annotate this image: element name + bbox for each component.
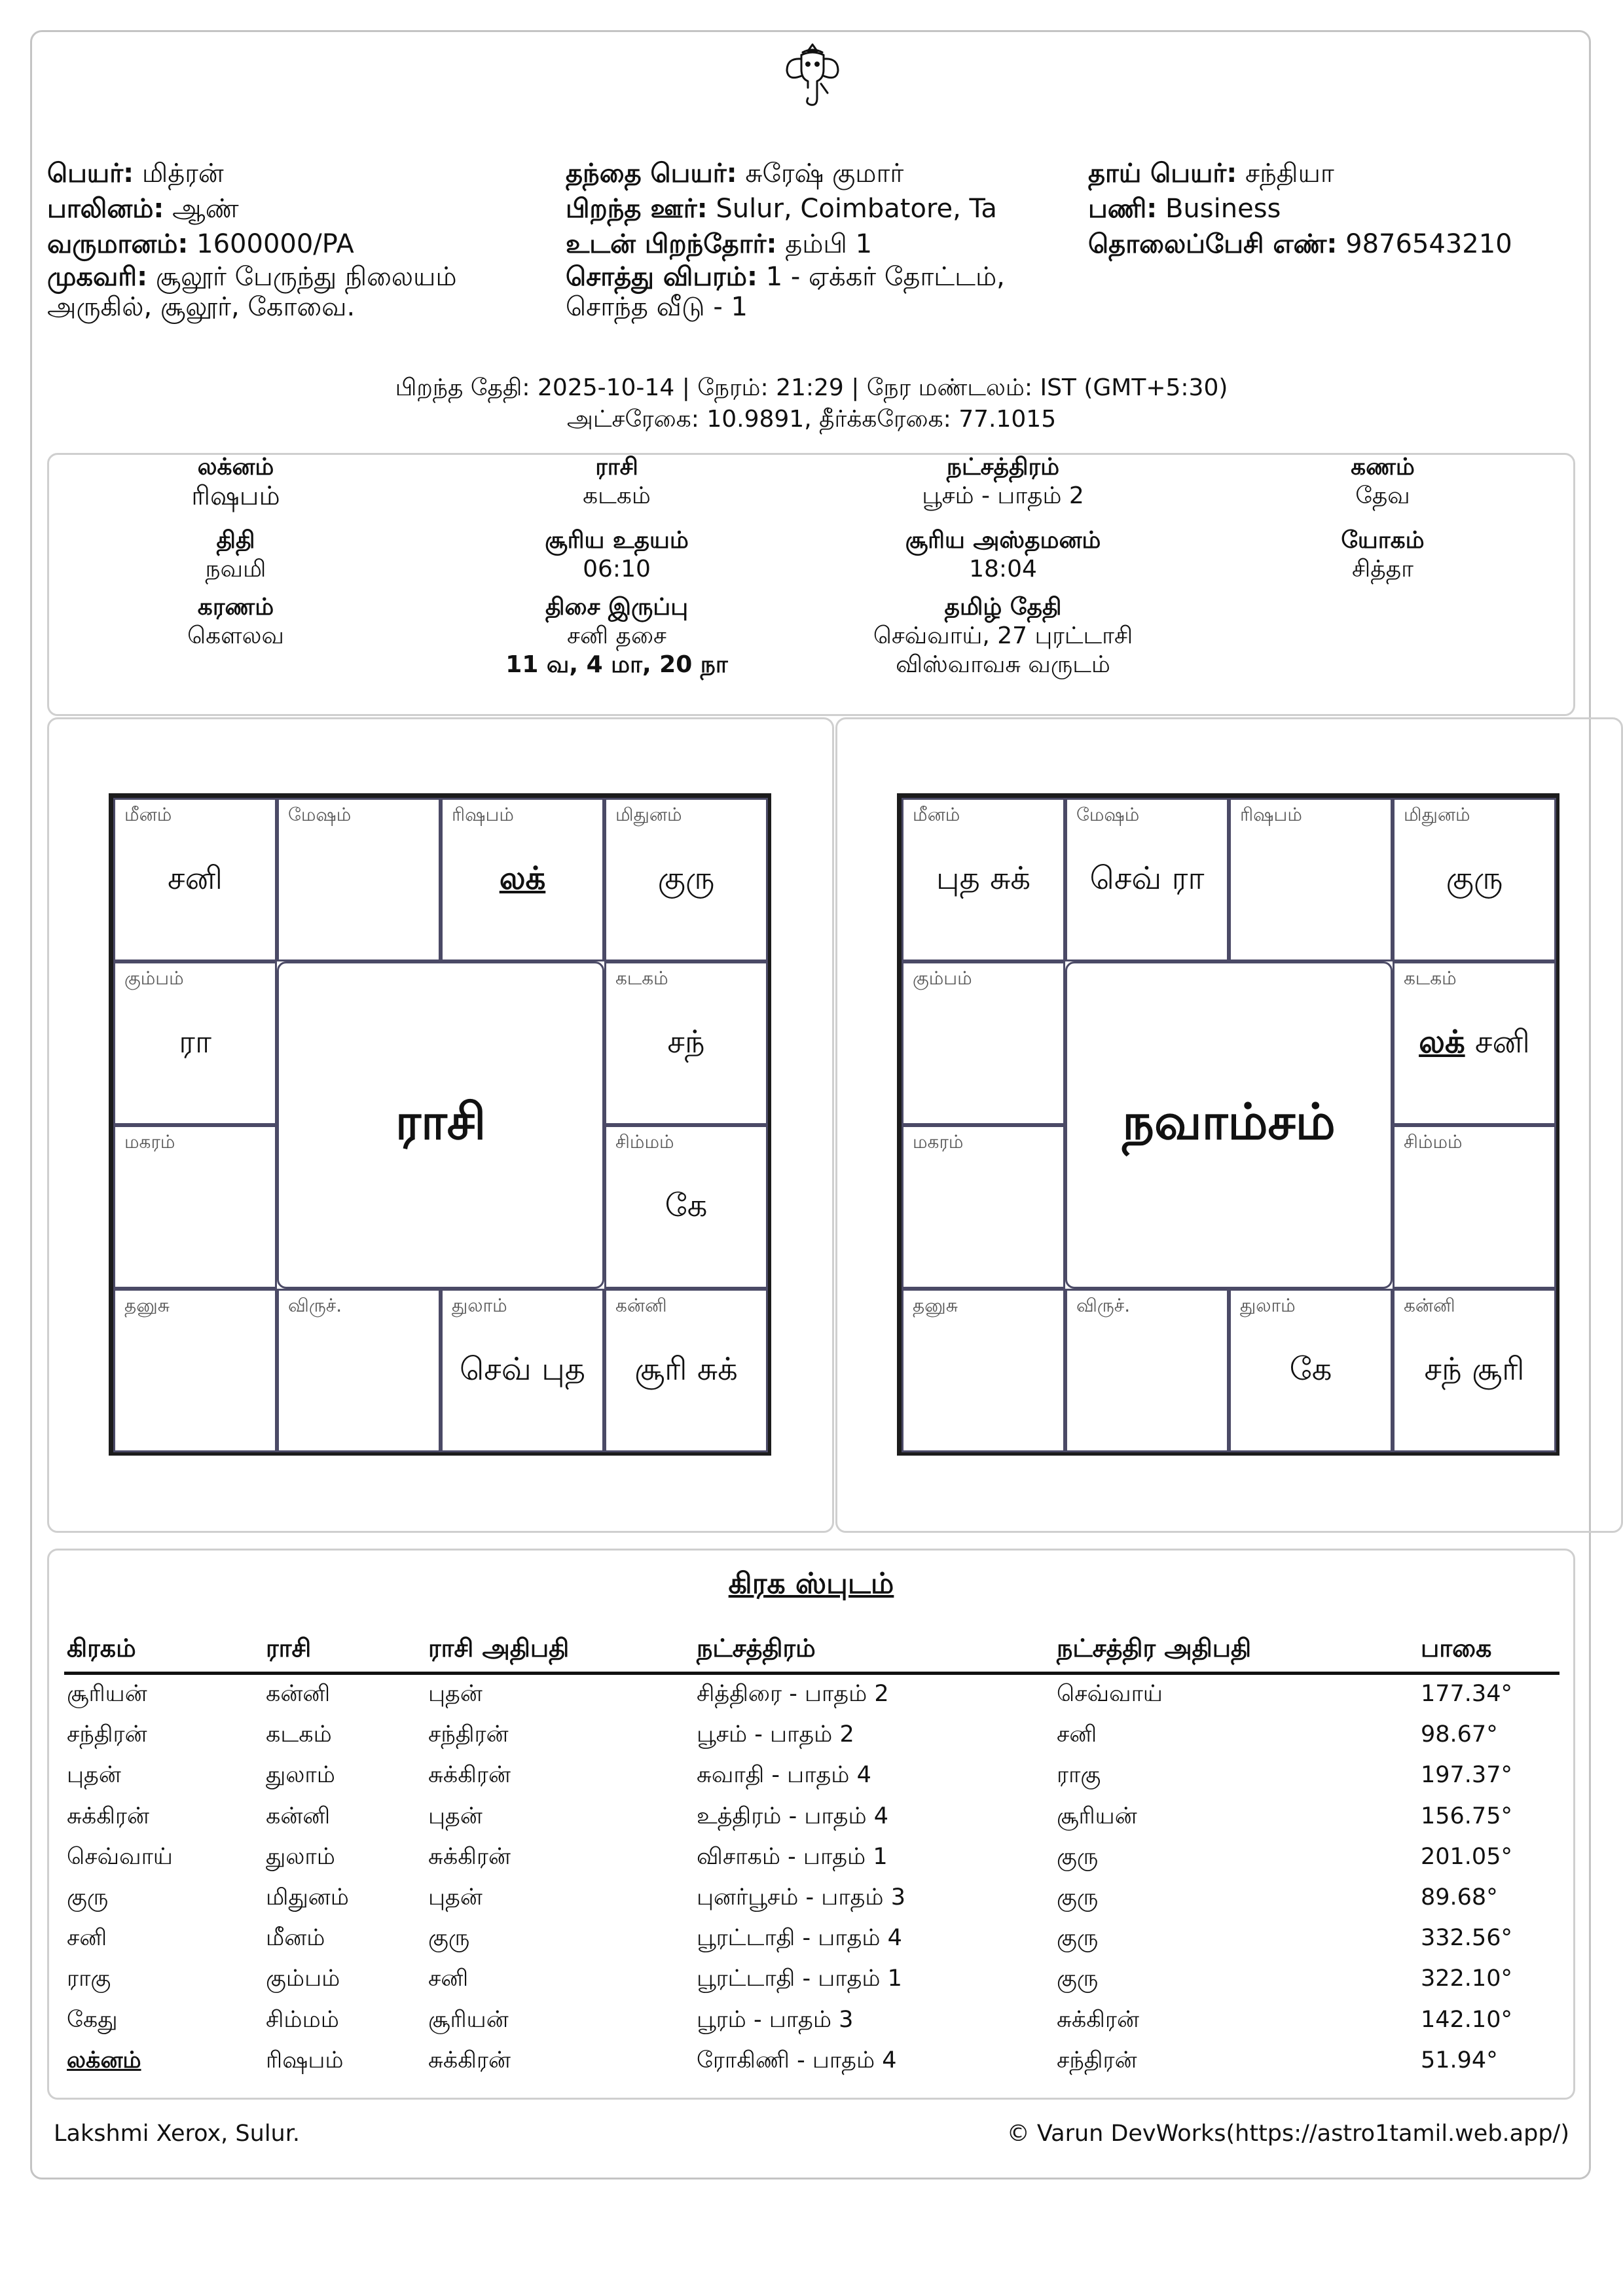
navamsa-house-dhanusu: தனுசு bbox=[902, 1289, 1065, 1452]
table-cell: சனி bbox=[67, 1925, 107, 1952]
table-cell: பூரட்டாதி - பாதம் 1 bbox=[697, 1965, 902, 1992]
rasi-house-kumbam: கும்பம் ரா bbox=[113, 961, 277, 1125]
table-cell: 201.05° bbox=[1421, 1843, 1512, 1870]
navamsa-chart bbox=[897, 793, 1559, 1456]
profile-column-middle bbox=[566, 156, 1050, 322]
table-cell: லக்னம் bbox=[67, 2047, 141, 2073]
table-cell: சந்திரன் bbox=[428, 1721, 509, 1748]
sunset-item: சூரிய அஸ்தமனம் 18:04 bbox=[905, 527, 1101, 583]
table-cell: புதன் bbox=[428, 1681, 483, 1707]
rasi-house-mesham: மேஷம் bbox=[277, 798, 441, 961]
table-header-cell: பாகை bbox=[1421, 1634, 1492, 1662]
table-cell: சந்திரன் bbox=[1057, 2047, 1137, 2073]
table-cell: சந்திரன் bbox=[67, 1721, 147, 1748]
rasi-house-meenam: மீனம் சனி bbox=[113, 798, 277, 961]
table-cell: கன்னி bbox=[266, 1681, 331, 1707]
ganesha-logo-icon bbox=[783, 41, 842, 111]
navamsa-house-meenam: மீனம் புத சுக் bbox=[902, 798, 1065, 961]
table-header-cell: ராசி bbox=[266, 1634, 312, 1662]
table-cell: துலாம் bbox=[266, 1843, 335, 1870]
table-cell: கேது bbox=[67, 2006, 118, 2033]
table-cell: குரு bbox=[1057, 1884, 1099, 1910]
table-cell: சுவாதி - பாதம் 4 bbox=[697, 1762, 871, 1789]
rasi-item: ராசி கடகம் bbox=[583, 454, 651, 509]
table-cell: சிம்மம் bbox=[266, 2006, 339, 2033]
navamsa-house-mithunam: மிதுனம் குரு bbox=[1393, 798, 1556, 961]
birth-datetime-line: பிறந்த தேதி: 2025-10-14 | நேரம்: 21:29 | நேர மண்டலம்: IST (GMT+5:30) bbox=[395, 374, 1228, 401]
table-cell: சுக்கிரன் bbox=[1057, 2006, 1139, 2033]
table-cell: சித்திரை - பாதம் 2 bbox=[697, 1681, 889, 1707]
rasi-house-simmam: சிம்மம் கே bbox=[604, 1125, 768, 1289]
table-cell: பூரம் - பாதம் 3 bbox=[697, 2006, 854, 2033]
table-cell: சூரியன் bbox=[1057, 1803, 1137, 1829]
income-row: வருமானம்: 1600000/PA bbox=[47, 229, 354, 259]
table-cell: சனி bbox=[428, 1965, 469, 1992]
table-cell: 197.37° bbox=[1421, 1762, 1512, 1789]
table-cell: ரோகிணி - பாதம் 4 bbox=[697, 2047, 897, 2073]
navamsa-house-rishabam: ரிஷபம் bbox=[1229, 798, 1393, 961]
graha-table-title: கிரக ஸ்புடம் bbox=[728, 1567, 894, 1600]
phone-row: தொலைப்பேசி எண்: 9876543210 bbox=[1088, 229, 1512, 259]
table-cell: புதன் bbox=[67, 1762, 121, 1789]
property-row: சொத்து விபரம்: 1 - ஏக்கர் தோட்டம், சொந்த வீடு - 1 bbox=[566, 262, 1005, 322]
navamsa-house-viruchi: விருச். bbox=[1065, 1289, 1229, 1452]
birthplace-row: பிறந்த ஊர்: Sulur, Coimbatore, Ta bbox=[566, 194, 997, 224]
dasa-item: திசை இருப்பு சனி தசை 11 வ, 4 மா, 20 நா bbox=[505, 594, 728, 678]
rasi-house-dhanusu: தனுசு bbox=[113, 1289, 277, 1452]
table-cell: 332.56° bbox=[1421, 1925, 1512, 1952]
rasi-house-rishabam: ரிஷபம் லக் bbox=[441, 798, 604, 961]
sunrise-item: சூரிய உதயம் 06:10 bbox=[545, 527, 689, 583]
nakshatram-item: நட்சத்திரம் பூசம் - பாதம் 2 bbox=[922, 454, 1084, 509]
table-cell: 51.94° bbox=[1421, 2047, 1498, 2073]
gender-row: பாலினம்: ஆண் bbox=[47, 194, 239, 224]
table-cell: சனி bbox=[1057, 1721, 1097, 1748]
table-header-cell: ராசி அதிபதி bbox=[428, 1634, 570, 1662]
table-cell: பூரட்டாதி - பாதம் 4 bbox=[697, 1925, 902, 1952]
address-row: முகவரி: சூலூர் பேருந்து நிலையம் அருகில், சூலூர், கோவை. bbox=[47, 262, 457, 322]
lagnam-item: லக்னம் ரிஷபம் bbox=[191, 454, 280, 511]
tamil-date-item: தமிழ் தேதி செவ்வாய், 27 புரட்டாசி விஸ்வாவசு வருடம் bbox=[873, 594, 1133, 678]
table-cell: 322.10° bbox=[1421, 1965, 1512, 1992]
table-cell: குரு bbox=[1057, 1925, 1099, 1952]
table-cell: விசாகம் - பாதம் 1 bbox=[697, 1843, 888, 1870]
table-cell: ராகு bbox=[67, 1965, 111, 1992]
footer-left-text: Lakshmi Xerox, Sulur. bbox=[54, 2121, 301, 2147]
ganam-item: கணம் தேவ bbox=[1351, 454, 1415, 509]
table-cell: 156.75° bbox=[1421, 1803, 1512, 1829]
siblings-row: உடன் பிறந்தோர்: தம்பி 1 bbox=[566, 229, 873, 259]
karanam-item: கரணம் கௌலவ bbox=[187, 594, 284, 649]
footer-credit-link[interactable]: © Varun DevWorks(https://astro1tamil.web.app/) bbox=[1006, 2121, 1569, 2147]
mother-row: தாய் பெயர்: சந்தியா bbox=[1088, 158, 1334, 188]
table-cell: புனர்பூசம் - பாதம் 3 bbox=[697, 1884, 905, 1910]
table-cell: சூரியன் bbox=[67, 1681, 147, 1707]
father-row: தந்தை பெயர்: சுரேஷ் குமார் bbox=[566, 158, 904, 188]
table-cell: பூசம் - பாதம் 2 bbox=[697, 1721, 854, 1748]
job-row: பணி: Business bbox=[1088, 194, 1281, 224]
navamsa-house-thulam: துலாம் கே bbox=[1229, 1289, 1393, 1452]
profile-column-right bbox=[1088, 156, 1512, 262]
table-cell: மிதுனம் bbox=[266, 1884, 349, 1910]
table-cell: செவ்வாய் bbox=[1057, 1681, 1163, 1707]
table-cell: 177.34° bbox=[1421, 1681, 1512, 1707]
table-cell: சுக்கிரன் bbox=[428, 1843, 511, 1870]
table-cell: குரு bbox=[1057, 1965, 1099, 1992]
rasi-chart bbox=[109, 793, 771, 1456]
thithi-item: திதி நவமி bbox=[205, 527, 266, 583]
birth-coordinates-line: அட்சரேகை: 10.9891, தீர்க்கரேகை: 77.1015 bbox=[566, 406, 1057, 433]
table-cell: கடகம் bbox=[266, 1721, 332, 1748]
table-cell: சுக்கிரன் bbox=[428, 2047, 511, 2073]
yogam-item: யோகம் சித்தா bbox=[1341, 527, 1425, 583]
table-cell: புதன் bbox=[428, 1803, 483, 1829]
table-cell: உத்திரம் - பாதம் 4 bbox=[697, 1803, 889, 1829]
table-cell: சுக்கிரன் bbox=[428, 1762, 511, 1789]
table-cell: மீனம் bbox=[266, 1925, 325, 1952]
table-cell: செவ்வாய் bbox=[67, 1843, 173, 1870]
table-cell: துலாம் bbox=[266, 1762, 335, 1789]
rasi-house-kadagam: கடகம் சந் bbox=[604, 961, 768, 1125]
rasi-house-viruchi: விருச். bbox=[277, 1289, 441, 1452]
table-cell: ரிஷபம் bbox=[266, 2047, 344, 2073]
table-header-cell: நட்சத்திர அதிபதி bbox=[1057, 1634, 1252, 1662]
rasi-house-magaram: மகரம் bbox=[113, 1125, 277, 1289]
rasi-house-thulam: துலாம் செவ் புத bbox=[441, 1289, 604, 1452]
table-cell: குரு bbox=[428, 1925, 470, 1952]
navamsa-house-kumbam: கும்பம் bbox=[902, 961, 1065, 1125]
table-cell: புதன் bbox=[428, 1884, 483, 1910]
table-cell: சுக்கிரன் bbox=[67, 1803, 149, 1829]
table-header-cell: கிரகம் bbox=[67, 1634, 136, 1662]
table-cell: குரு bbox=[67, 1884, 109, 1910]
navamsa-house-simmam: சிம்மம் bbox=[1393, 1125, 1556, 1289]
navamsa-chart-title: நவாம்சம் bbox=[1065, 961, 1393, 1289]
table-cell: கன்னி bbox=[266, 1803, 331, 1829]
table-header-divider bbox=[64, 1672, 1559, 1675]
navamsa-house-kadagam: கடகம் லக் சனி bbox=[1393, 961, 1556, 1125]
navamsa-house-mesham: மேஷம் செவ் ரா bbox=[1065, 798, 1229, 961]
rasi-chart-title: ராசி bbox=[277, 961, 604, 1289]
navamsa-house-magaram: மகரம் bbox=[902, 1125, 1065, 1289]
table-header-cell: நட்சத்திரம் bbox=[697, 1634, 816, 1662]
name-row: பெயர்: மித்ரன் bbox=[47, 158, 224, 188]
table-cell: 89.68° bbox=[1421, 1884, 1498, 1910]
table-cell: சூரியன் bbox=[428, 2006, 509, 2033]
table-cell: 142.10° bbox=[1421, 2006, 1512, 2033]
table-cell: குரு bbox=[1057, 1843, 1099, 1870]
table-cell: கும்பம் bbox=[266, 1965, 340, 1992]
navamsa-house-kanni: கன்னி சந் சூரி bbox=[1393, 1289, 1556, 1452]
profile-column-left bbox=[47, 156, 532, 322]
table-cell: ராகு bbox=[1057, 1762, 1101, 1789]
rasi-house-kanni: கன்னி சூரி சுக் bbox=[604, 1289, 768, 1452]
rasi-house-mithunam: மிதுனம் குரு bbox=[604, 798, 768, 961]
table-cell: 98.67° bbox=[1421, 1721, 1498, 1748]
